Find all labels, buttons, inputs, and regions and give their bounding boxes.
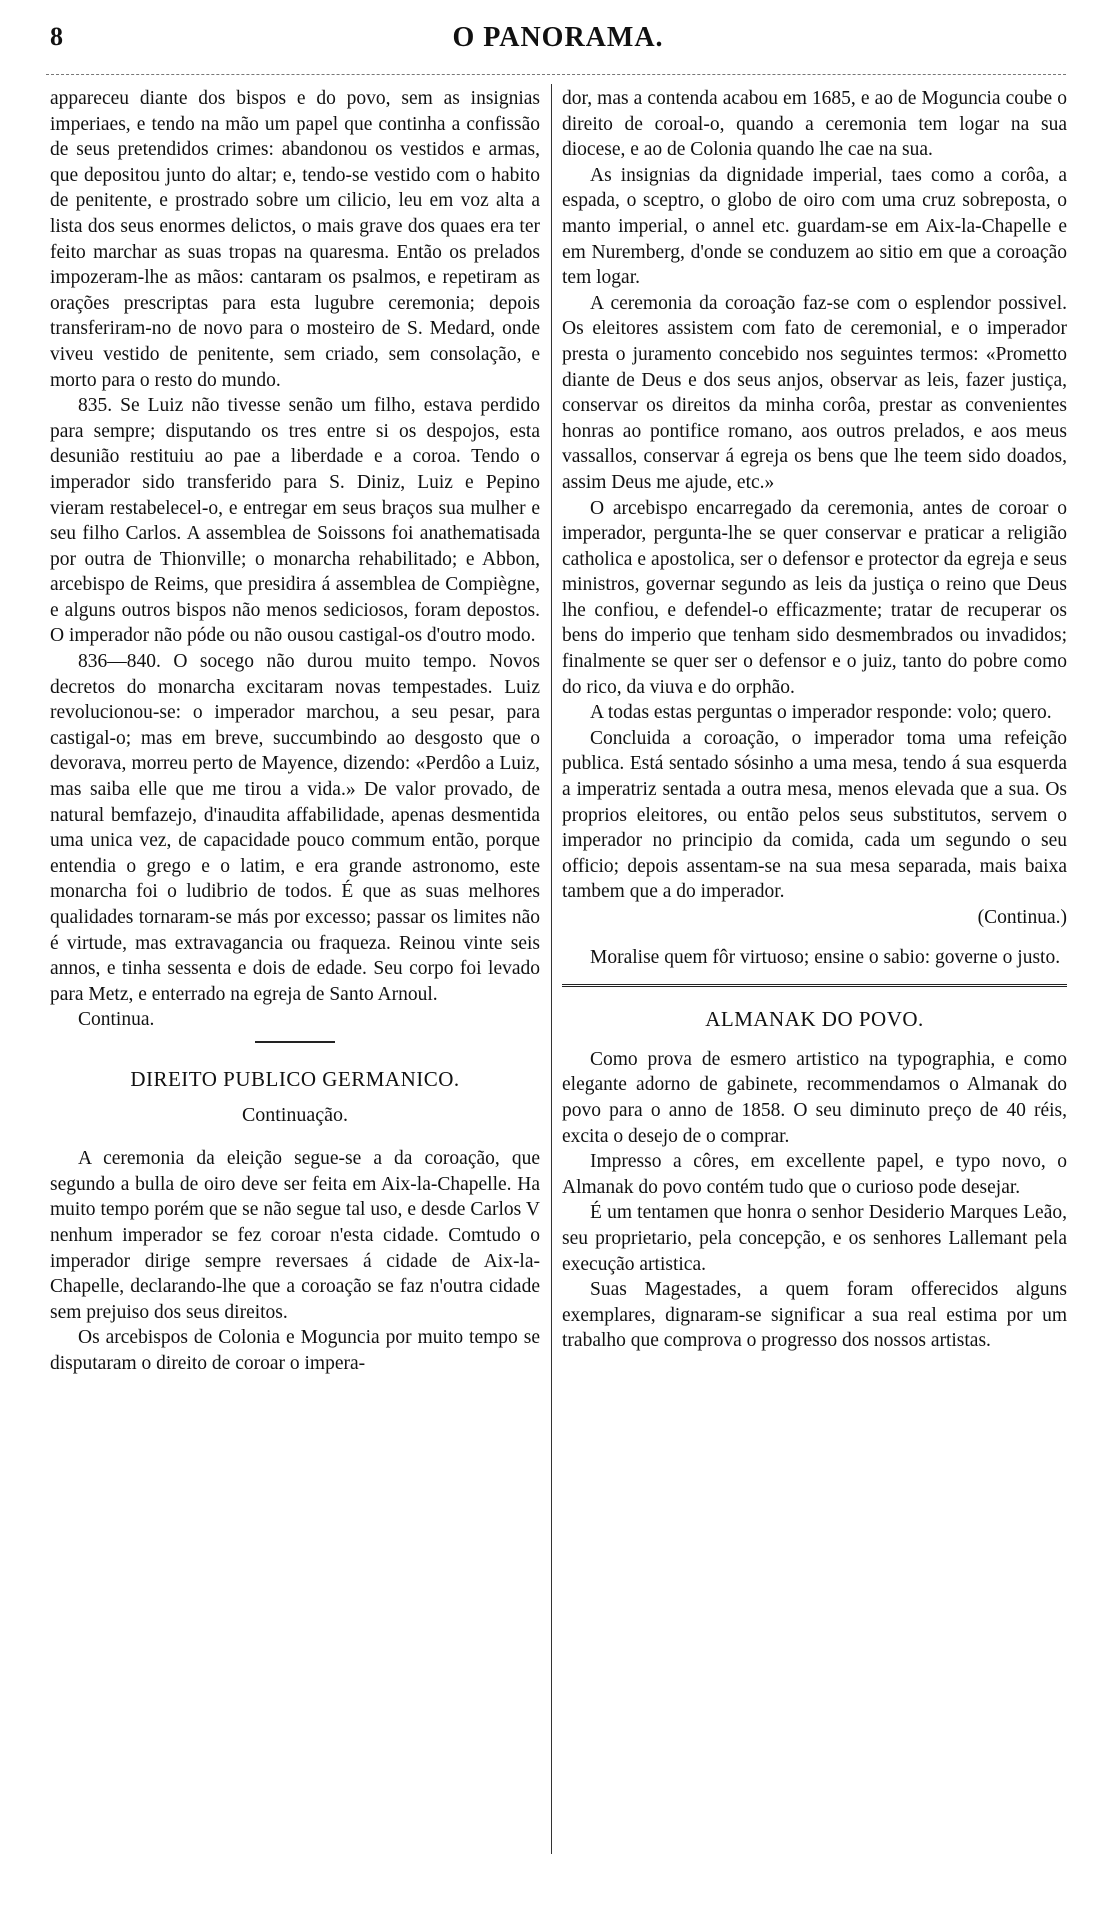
column-divider	[551, 84, 552, 1854]
header-rule	[46, 74, 1066, 75]
paragraph: A ceremonia da coroação faz-se com o esplendor possivel. Os eleitores assistem com fato de ceremonial, e o imperador presta o juramento concebido nos seguintes termos: «Prometto diante de Deus e dos seus anjos, observar as leis, fazer justiça, conservar os direitos da minha corôa, prestar as convenientes honras ao pontifice romano, aos outros prelados, e aos meus vassallos, conservar á egreja os bens que lhe teem sido doados, assim Deus me ajude, etc.»	[562, 292, 1067, 493]
paragraph: Concluida a coroação, o imperador toma uma refeição publica. Está sentado sósinho a uma mesa, tendo á sua esquerda a imperatriz sentada a outra mesa, menos elevada que a sua. Os proprios eleitores, ou então pelos seus substitutos, servem o imperador no principio da comida, cada um segundo o seu officio; depois assentam-se na sua mesa separada, mais baixa tambem que a do imperador.	[562, 727, 1067, 903]
paragraph: A ceremonia da eleição segue-se a da coroação, que segundo a bulla de oiro deve ser feita em Aix-la-Chapelle. Ha muito tempo porém que se não segue tal uso, e desde Carlos V nenhum imperador se fez coroar n'esta cidade. Comtudo o imperador dirige sempre reversaes á cidade de Aix-la-Chapelle, declarando-lhe que a coroação se faz n'outra cidade sem prejuiso dos seus direitos.	[50, 1148, 540, 1323]
continua-note: Continua.	[78, 1009, 155, 1031]
right-column	[562, 86, 1067, 1354]
paragraph: appareceu diante dos bispos e do povo, sem as insignias imperiaes, e tendo na mão um papel que continha a confissão de seus pretendidos crimes: abandonou os vestidos e armas, que depositou junto do altar; e, tendo-se vestido com o habito de penitente, e prostrado sobre um cilicio, leu em voz alta a lista dos seus enormes delictos, o mais grave dos quaes era ter feito marchar as suas tropas na quaresma. Então os prelados impozeram-lhe as mãos: cantaram os psalmos, e repetiram as orações prescriptas para esta lugubre ceremonia; depois transferiram-no de novo para o mosteiro de S. Medard, onde viveu vestido de penitente, sem criado, sem consolação, e morto para o resto do mundo.	[50, 88, 540, 391]
paragraph: 835. Se Luiz não tivesse senão um filho, estava perdido para sempre; disputando os tres entre si os despojos, esta desunião restituiu ao pae a liberdade e a coroa. Tendo o imperador sido transferido para S. Diniz, Luiz e Pepino vieram restabelecel-o, e entregar em seus braços sua mulher e seu filho Carlos. A assemblea de Soissons foi anathematisada por outra de Thionville; o monarcha rehabilitado; e Abbon, arcebispo de Reims, que presidira á assemblea de Compiègne, e alguns outros bispos não menos sediciosos, foram depostos. O imperador não póde ou não ousou castigal-os d'outro modo.	[50, 395, 540, 647]
paragraph: É um tentamen que honra o senhor Desiderio Marques Leão, seu proprietario, pela concepção, e os senhores Lallemant pela execução artistica.	[562, 1202, 1067, 1275]
paragraph: dor, mas a contenda acabou em 1685, e ao de Moguncia coube o direito de coroal-o, quando a ceremonia tem logar na sua diocese, e ao de Colonia quando lhe cae na sua.	[562, 88, 1067, 161]
paragraph: As insignias da dignidade imperial, taes como a corôa, a espada, o sceptro, o globo de oiro com uma cruz sobreposta, o manto imperial, o annel etc. guardam-se em Aix-la-Chapelle e em Nuremberg, d'onde se conduzem ao sitio em que a coroação tem logar.	[562, 164, 1067, 289]
section-subtitle: Continuação.	[241, 1103, 349, 1126]
section-rule	[562, 984, 1067, 987]
journal-title: O PANORAMA.	[452, 22, 664, 53]
paragraph: Os arcebispos de Colonia e Moguncia por muito tempo se disputaram o direito de coroar o impera-	[50, 1327, 540, 1374]
continua-note: (Continua.)	[977, 907, 1067, 928]
page-header	[50, 22, 1066, 54]
paragraph: Como prova de esmero artistico na typographia, e como elegante adorno de gabinete, recommendamos o Almanak do povo para o anno de 1858. O seu diminuto preço de 40 réis, excita o desejo de o comprar.	[562, 1048, 1067, 1147]
paragraph: Impresso a côres, em excellente papel, e typo novo, o Almanak do povo contém tudo que o curioso pode desejar.	[562, 1151, 1067, 1198]
paragraph: 836—840. O socego não durou muito tempo. Novos decretos do monarcha excitaram novas tempestades. Luiz revolucionou-se: o imperador marchou, a seu pesar, para castigal-o; mas em breve, succumbindo ao desgosto que o devorava, morreu perto de Mayence, dizendo: «Perdôo a Luiz, mas saiba elle que me tirou a vida.» De valor provado, de natural bemfazejo, d'inaudita affabilidade, apenas desmentida uma unica vez, de capacidade pouco commum então, porque entendia o grego e o latim, e era grande astronomo, este monarcha foi o ludibrio de todos. É que as suas melhores qualidades tornaram-se más por excesso; passar os limites não é virtude, mas extravagancia ou fraqueza. Reinou vinte seis annos, e tinha sessenta e dois de edade. Seu corpo foi levado para Metz, e enterrado na egreja de Santo Arnoul.	[50, 651, 540, 1005]
page-number: 8	[50, 22, 63, 51]
paragraph: O arcebispo encarregado da ceremonia, antes de coroar o imperador, pergunta-lhe se quer conservar e praticar a religião catholica e apostolica, ser o defensor e protector da egreja e seus ministros, governar segundo as leis da justiça o reino que Deus lhe confiou, e defendel-o efficazmente; tratar de recuperar os bens do imperio que tenham sido desmembrados ou invadidos; finalmente se quer ser o defensor e o juiz, tanto do pobre como do rico, da viuva e do orphão.	[562, 497, 1067, 698]
paragraph: A todas estas perguntas o imperador responde: volo; quero.	[590, 702, 1052, 724]
section-title: ALMANAK DO POVO.	[705, 1007, 924, 1032]
left-column	[50, 86, 540, 1377]
section-title: DIREITO PUBLICO GERMANICO.	[130, 1066, 460, 1091]
short-rule	[255, 1041, 335, 1043]
maxim: Moralise quem fôr virtuoso; ensine o sabio: governe o justo.	[590, 946, 1061, 968]
paragraph: Suas Magestades, a quem foram offerecidos alguns exemplares, dignaram-se significar a sua real estima por um trabalho que comprova o progresso dos nossos artistas.	[562, 1279, 1067, 1352]
